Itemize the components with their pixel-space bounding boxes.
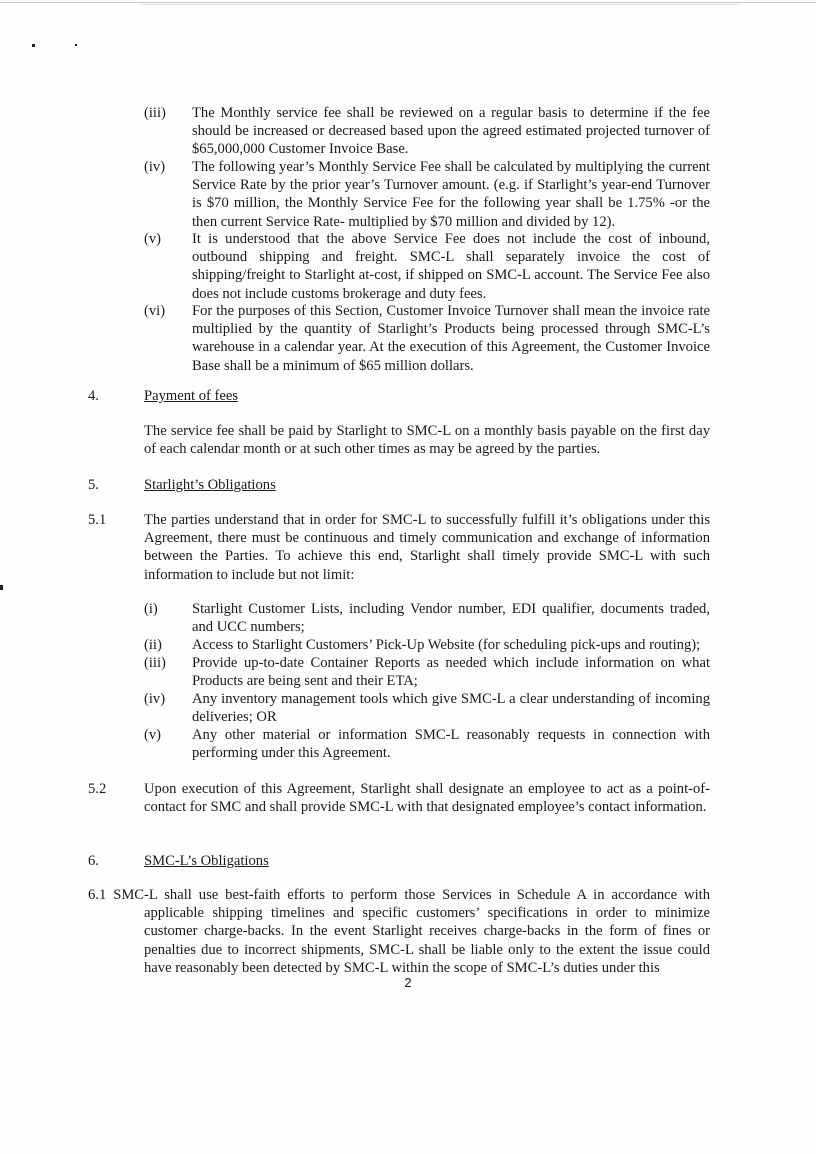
info-item-v: [144, 726, 710, 762]
item-text: Starlight Customer Lists, including Vendor number, EDI qualifier, documents traded, and UCC numbers;: [192, 601, 710, 636]
scan-speck: [75, 44, 77, 46]
item-text: Any inventory management tools which give SMC-L a clear understanding of incoming deliveries; OR: [192, 691, 710, 726]
page-number: 2: [404, 975, 412, 990]
info-item-i: [144, 600, 710, 636]
item-marker: (iv): [144, 691, 166, 707]
item-marker: (i): [144, 601, 158, 617]
section-number: 4.: [88, 388, 99, 404]
clause-number: 6.1: [88, 887, 107, 903]
clause-5-2: [88, 780, 710, 816]
scan-artifact-line: [140, 4, 740, 5]
clause-6-1: [88, 886, 710, 977]
section-6-heading: [88, 852, 269, 870]
section-title: SMC-L’s Obligations: [144, 853, 269, 869]
clause-text: SMC-L shall use best-faith efforts to perform those Services in Schedule A in accordance with applicable shipping timelines and specific customers’ specifications in order to minimize customer charge-backs. In the event Starlight receives charge-backs in the form of fines or penalties due to incorrect shipments, SMC-L shall be liable only to the extent the issue could have reasonably been detected by SMC-L within the scope of SMC-L’s duties under this: [113, 887, 710, 976]
item-text: Provide up-to-date Container Reports as needed which include information on what Products are being sent and their ETA;: [192, 655, 710, 690]
item-text: Any other material or information SMC-L reasonably requests in connection with performing under this Agreement.: [192, 727, 710, 762]
clause-text: Upon execution of this Agreement, Starlight shall designate an employee to act as a point-of-contact for SMC and shall provide SMC-L with that designated employee’s contact information.: [144, 781, 710, 816]
item-marker: (iii): [144, 655, 166, 671]
scan-speck: [32, 44, 35, 47]
scan-speck: [0, 585, 3, 590]
info-item-ii: [144, 636, 710, 654]
item-marker: (iv): [144, 159, 166, 175]
fee-item-iv: [144, 158, 710, 231]
scan-artifact-line: [0, 2, 816, 3]
section-title: Payment of fees: [144, 388, 239, 404]
item-marker: (v): [144, 727, 162, 743]
section-5-heading: [88, 476, 276, 494]
clause-5-1: [88, 511, 710, 584]
item-marker: (iii): [144, 105, 166, 121]
info-item-iv: [144, 690, 710, 726]
fee-item-iii: [144, 104, 710, 159]
item-text: It is understood that the above Service Fee does not include the cost of inbound, outbound shipping and freight. SMC-L shall separately invoice the cost of shipping/freight to Starlight at-cost, if shipped on SMC-L account. The Service Fee also does not include customs brokerage and duty fees.: [192, 231, 710, 302]
item-marker: (v): [144, 231, 162, 247]
section-number: 5.: [88, 477, 99, 493]
section-title: Starlight’s Obligations: [144, 477, 276, 493]
section-number: 6.: [88, 853, 99, 869]
section-4-heading: [88, 387, 238, 405]
item-text: Access to Starlight Customers’ Pick-Up Website (for scheduling pick-ups and routing);: [192, 637, 701, 653]
fee-item-v: [144, 230, 710, 303]
fee-item-vi: [144, 302, 710, 375]
clause-number: 5.1: [88, 512, 107, 528]
item-text: The following year’s Monthly Service Fee shall be calculated by multiplying the current Service Rate by the prior year’s Turnover amount. (e.g. if Starlight’s year-end Turnover is $70 million, the Monthly Service Fee for the following year shall be 1.75% -or the then current Service Rate- multiplied by $70 million and divided by 12).: [192, 159, 710, 230]
item-text: For the purposes of this Section, Customer Invoice Turnover shall mean the invoice rate multiplied by the quantity of Starlight’s Products being processed through SMC-L’s warehouse in a calendar year. At the execution of this Agreement, the Customer Invoice Base shall be a minimum of $65 million dollars.: [192, 303, 710, 374]
item-marker: (ii): [144, 637, 162, 653]
section-4-body: The service fee shall be paid by Starlight to SMC-L on a monthly basis payable on the first day of each calendar month or at such other times as may be agreed by the parties.: [144, 423, 710, 458]
clause-text: The parties understand that in order for SMC-L to successfully fulfill it’s obligations under this Agreement, there must be continuous and timely communication and exchange of information between the Parties. To achieve this end, Starlight shall timely provide SMC-L with such information to include but not limit:: [144, 512, 710, 583]
clause-number: 5.2: [88, 781, 107, 797]
info-item-iii: [144, 654, 710, 690]
item-text: The Monthly service fee shall be reviewed on a regular basis to determine if the fee should be increased or decreased based upon the agreed estimated projected turnover of $65,000,000 Customer Invoice Base.: [192, 105, 710, 158]
item-marker: (vi): [144, 303, 166, 319]
